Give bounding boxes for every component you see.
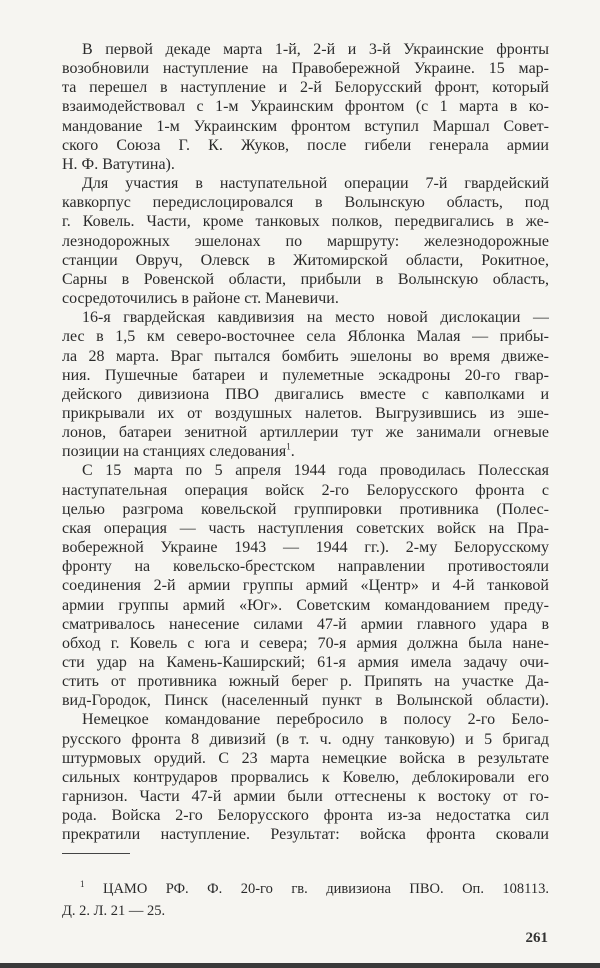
text-line <box>62 481 549 500</box>
line-text: Н. Ф. Ватутина). <box>62 155 175 173</box>
line-text: возобновили наступление на Правобережной Украине. 15 мар- <box>62 60 549 78</box>
text-line <box>62 653 549 672</box>
line-text: соединения 2-й армии группы армий «Центр» и 4-й танковой <box>62 577 549 595</box>
line-text: вобережной Украине 1943 — 1944 гг.). 2-му Белорусскому <box>62 539 549 557</box>
text-line <box>62 251 549 270</box>
line-text: позиции на станциях следования <box>62 443 287 461</box>
text-line <box>62 500 549 519</box>
line-text: ла 28 марта. Враг пытался бомбить эшелоны во время движе- <box>62 347 549 365</box>
line-text: ская операция — часть наступления советских войск на Пра- <box>62 519 549 537</box>
text-line <box>62 461 549 480</box>
body-text <box>62 40 549 845</box>
line-text: рода. Войска 2-го Белорусского фронта из-за недостатка сил <box>62 807 549 825</box>
footnote-marker: 1 <box>80 879 85 890</box>
page-number: 261 <box>525 930 548 946</box>
line-text: станции Овруч, Олевск в Житомирской области, Рокитное, <box>62 251 549 269</box>
line-text: кавкорпус передислоцировался в Волынскую область, под <box>62 194 549 212</box>
text-line <box>62 615 549 634</box>
footnote-divider <box>62 853 130 854</box>
text-line <box>62 366 549 385</box>
line-text: сосредоточились в районе ст. Маневичи. <box>62 290 339 308</box>
line-text: взаимодействовал с 1-м Украинским фронтом (с 1 марта в ко- <box>62 98 549 116</box>
text-line <box>62 97 549 116</box>
line-text: обход г. Ковель с юга и севера; 70-я армия должна была нане- <box>62 634 549 652</box>
text-line <box>62 212 549 231</box>
line-text: лезнодорожных эшелонах по маршруту: железнодорожные <box>62 232 549 250</box>
line-text: прикрывали их от воздушных налетов. Выгрузившись из эше- <box>62 404 549 422</box>
line-text: дейского дивизиона ПВО двигались вместе с кавполками и <box>62 385 549 403</box>
line-text: В первой декаде марта 1-й, 2-й и 3-й Украинские фронты <box>82 41 549 58</box>
line-text: фронту на ковельско-брестском направлении противостояли <box>62 558 549 576</box>
text-line <box>62 289 549 308</box>
line-text: С 15 марта по 5 апреля 1944 года проводилась Полесская <box>82 462 549 480</box>
text-line <box>62 634 549 653</box>
line-text: ского Союза Г. К. Жуков, после гибели генерала армии <box>62 136 549 154</box>
text-line <box>62 825 549 844</box>
line-text: Сарны в Ровенской области, прибыли в Волынскую область, <box>62 270 549 288</box>
footnote-line-2: Д. 2. Л. 21 — 25. <box>62 903 166 919</box>
text-line <box>62 136 549 155</box>
text-line <box>62 78 549 97</box>
footnote <box>62 878 549 922</box>
text-line <box>62 155 549 174</box>
text-line <box>62 347 549 366</box>
scan-edge <box>0 963 600 968</box>
line-text: целью разгрома ковельской группировки противника (Полес- <box>62 500 549 518</box>
text-line <box>62 538 549 557</box>
text-line <box>62 768 549 787</box>
line-text: сильных контрударов прорвались к Ковелю, деблокировали его <box>62 768 549 786</box>
text-line <box>62 576 549 595</box>
line-text: гарнизон. Части 47-й армии были оттеснены к востоку от го- <box>62 788 549 806</box>
text-line <box>62 787 549 806</box>
line-text: стить от противника южный берег р. Припять на участке Да- <box>62 673 549 691</box>
text-line <box>62 40 549 59</box>
line-text: сти удар на Камень-Каширский; 61-я армия имела задачу очи- <box>62 654 549 671</box>
line-text: 16-я гвардейская кавдивизия на место новой дислокации — <box>82 309 549 327</box>
line-text: ния. Пушечные батареи и пулеметные эскадроны 20-го гвар- <box>62 366 549 384</box>
text-line <box>62 117 549 136</box>
line-text: Для участия в наступательной операции 7-й гвардейский <box>82 175 549 193</box>
text-line <box>62 749 549 768</box>
text-line <box>62 404 549 423</box>
text-line <box>62 557 549 576</box>
line-text: лес в 1,5 км северо-восточнее села Яблонка Малая — прибы- <box>62 328 549 346</box>
line-text: та перешел в наступление и 2-й Белорусский фронт, который <box>62 79 549 97</box>
text-line <box>62 327 549 346</box>
line-text: лонов, батареи зенитной артиллерии тут же занимали огневые <box>62 424 549 442</box>
line-text: прекратили наступление. Результат: войска фронта сковали <box>62 826 549 844</box>
text-line <box>62 730 549 749</box>
text-line: позиции на станциях следования$^1$. <box>62 442 295 461</box>
text-line <box>62 519 549 538</box>
line-text: штурмовых орудий. С 23 марта немецкие войска в результате <box>62 749 549 767</box>
text-line <box>62 385 549 404</box>
text-line <box>62 710 549 729</box>
line-text: сматривалось нанесение силами 47-й армии главного удара в <box>62 615 549 633</box>
text-line <box>62 174 549 193</box>
footnote-text: ЦАМО РФ. Ф. 20-го гв. дивизиона ПВО. Оп. 108113. <box>102 881 549 897</box>
line-text: наступательная операция войск 2-го Белорусского фронта с <box>62 481 549 499</box>
text-line <box>62 806 549 825</box>
text-line <box>62 672 549 691</box>
text-line <box>62 691 549 710</box>
footnote-reference: 1 <box>286 442 291 452</box>
line-text: русского фронта 8 дивизий (в т. ч. одну танковую) и 5 бригад <box>62 730 549 748</box>
text-line <box>62 308 549 327</box>
line-text: г. Ковель. Части, кроме танковых полков, передвигались в же- <box>62 213 549 231</box>
text-line <box>62 270 549 289</box>
text-line <box>62 193 549 212</box>
text-line <box>62 232 549 251</box>
text-line <box>62 59 549 78</box>
footnote-line-1 <box>62 878 549 900</box>
line-text: мандование 1-м Украинским фронтом вступил Маршал Совет- <box>62 117 549 135</box>
text-line <box>62 423 549 442</box>
line-text: вид-Городок, Пинск (населенный пункт в Волынской области). <box>62 692 549 710</box>
line-text: Немецкое командование перебросило в полосу 2-го Бело- <box>82 711 549 729</box>
text-line <box>62 596 549 615</box>
line-text: армии группы армий «Юг». Советским командованием преду- <box>62 596 549 614</box>
